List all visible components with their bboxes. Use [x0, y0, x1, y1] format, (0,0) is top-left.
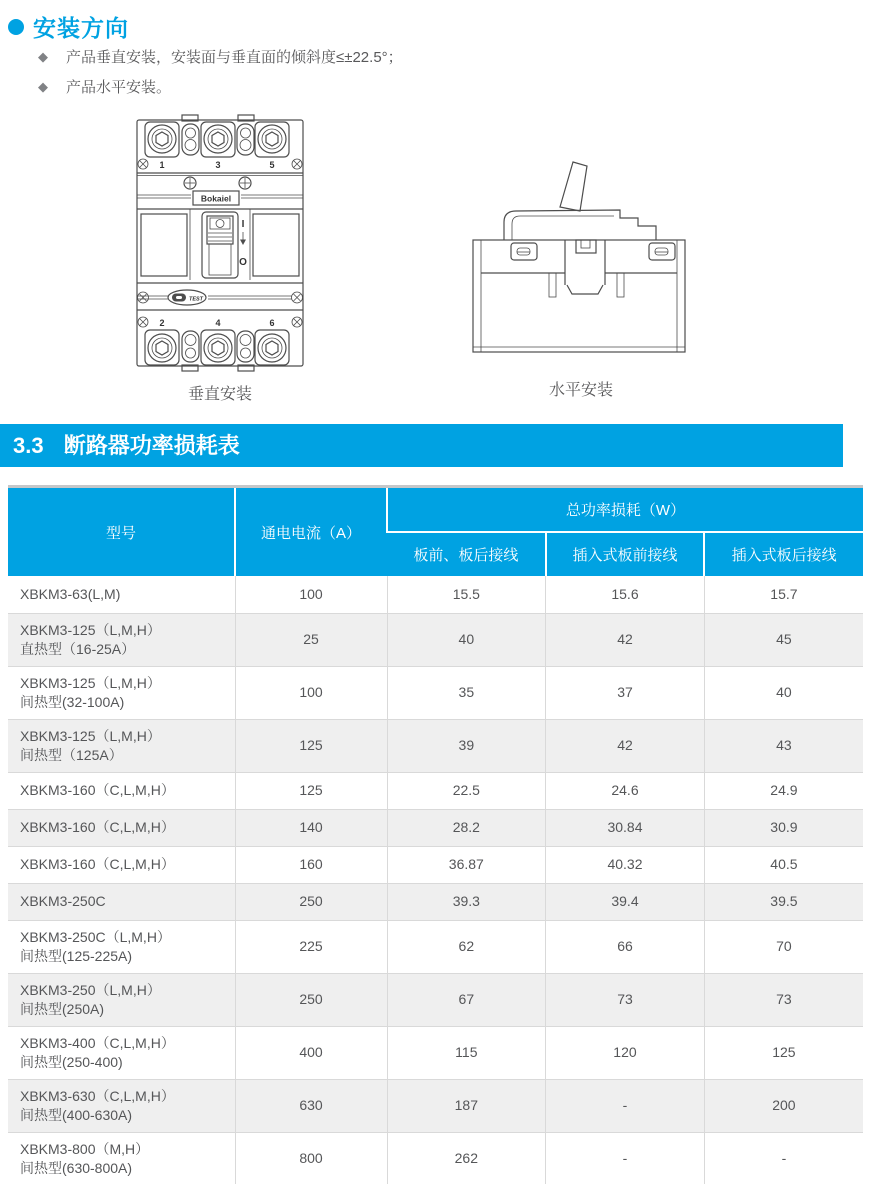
off-mark: O	[239, 257, 247, 268]
power-loss-cell: 62	[387, 920, 546, 973]
current-cell: 140	[235, 809, 387, 846]
col-header-power-group: 总功率损耗（W）	[387, 488, 863, 532]
model-cell	[8, 1132, 235, 1184]
power-loss-table	[8, 488, 863, 1184]
bullet-text: 产品垂直安装，安装面与垂直面的倾斜度≤±22.5°；	[66, 49, 403, 66]
model-line1: XBKM3-63(L,M)	[20, 585, 121, 602]
table-row	[8, 1079, 863, 1132]
current-cell: 100	[235, 666, 387, 719]
table-row	[8, 973, 863, 1026]
section-header	[8, 10, 129, 43]
terminal-number: 5	[269, 160, 275, 170]
power-loss-cell: 15.7	[704, 576, 863, 613]
current-cell: 250	[235, 883, 387, 920]
table-row	[8, 1026, 863, 1079]
horizontal-mount-figure	[452, 148, 710, 400]
table-row	[8, 719, 863, 772]
power-loss-cell: 120	[546, 1026, 705, 1079]
section-title: 安装方向	[33, 15, 129, 41]
terminal-number: 4	[215, 318, 221, 328]
model-cell	[8, 973, 235, 1026]
model-line2: 间热型(125-225A)	[20, 947, 133, 964]
model-line2: 间热型(250A)	[20, 1000, 105, 1017]
terminal-number: 6	[269, 318, 275, 328]
model-line1: XBKM3-250C	[20, 893, 106, 909]
terminal-number: 1	[159, 160, 165, 170]
power-loss-cell: 39.4	[546, 883, 705, 920]
test-mark: TEST	[188, 296, 204, 303]
table-header-row	[8, 488, 863, 532]
power-loss-cell: 40	[704, 666, 863, 719]
table-row	[8, 1132, 863, 1184]
current-cell: 125	[235, 719, 387, 772]
power-loss-cell: 187	[387, 1079, 546, 1132]
diamond-icon: ◆	[38, 48, 48, 64]
table-row	[8, 920, 863, 973]
power-loss-cell: 67	[387, 973, 546, 1026]
model-line1: XBKM3-160（C,L,M,H）	[20, 856, 175, 872]
power-loss-cell: 28.2	[387, 809, 546, 846]
model-line1: XBKM3-125（L,M,H）	[20, 674, 161, 691]
current-cell: 225	[235, 920, 387, 973]
table-row	[8, 883, 863, 920]
power-loss-table-body	[8, 576, 863, 1184]
power-loss-cell: 73	[704, 973, 863, 1026]
power-loss-cell: 43	[704, 719, 863, 772]
model-line2: 直热型（16-25A）	[20, 640, 136, 657]
model-line1: XBKM3-250C（L,M,H）	[20, 928, 171, 945]
power-loss-cell: 30.84	[546, 809, 705, 846]
table-row	[8, 772, 863, 809]
power-loss-cell: 200	[704, 1079, 863, 1132]
model-line1: XBKM3-125（L,M,H）	[20, 621, 161, 638]
current-cell: 25	[235, 613, 387, 666]
model-line1: XBKM3-125（L,M,H）	[20, 727, 161, 744]
model-line1: XBKM3-250（L,M,H）	[20, 981, 161, 998]
power-loss-cell: 115	[387, 1026, 546, 1079]
col-header-plugin-front: 插入式板前接线	[546, 532, 705, 576]
model-line2: 间热型(250-400)	[20, 1053, 123, 1070]
terminal-number: 2	[159, 318, 165, 328]
col-header-current: 通电电流（A）	[235, 488, 387, 576]
current-cell: 250	[235, 973, 387, 1026]
figure-caption: 水平安装	[548, 382, 613, 399]
power-loss-cell: 42	[546, 613, 705, 666]
model-cell	[8, 666, 235, 719]
power-loss-cell: 39.5	[704, 883, 863, 920]
model-cell	[8, 1026, 235, 1079]
power-loss-cell: 125	[704, 1026, 863, 1079]
power-loss-cell: 24.6	[546, 772, 705, 809]
table-row	[8, 576, 863, 613]
model-cell	[8, 1079, 235, 1132]
model-line1: XBKM3-800（M,H）	[20, 1140, 150, 1157]
current-cell: 160	[235, 846, 387, 883]
model-line2: 间热型(32-100A)	[20, 693, 125, 710]
power-loss-cell: 37	[546, 666, 705, 719]
brand-label: Bokaiel	[200, 193, 232, 204]
power-loss-cell: 45	[704, 613, 863, 666]
bullet-item	[38, 76, 171, 97]
model-cell	[8, 846, 235, 883]
model-line1: XBKM3-160（C,L,M,H）	[20, 819, 175, 835]
power-loss-cell: 66	[546, 920, 705, 973]
power-loss-cell: 15.6	[546, 576, 705, 613]
breaker-side-diagram	[452, 148, 710, 363]
col-header-model: 型号	[8, 488, 235, 576]
power-loss-cell: 36.87	[387, 846, 546, 883]
model-cell	[8, 576, 235, 613]
power-loss-cell: 35	[387, 666, 546, 719]
table-row	[8, 613, 863, 666]
model-line1: XBKM3-160（C,L,M,H）	[20, 782, 175, 798]
power-loss-cell: 40.5	[704, 846, 863, 883]
model-cell	[8, 920, 235, 973]
bullet-dot-icon	[8, 19, 24, 35]
power-loss-cell: 42	[546, 719, 705, 772]
current-cell: 100	[235, 576, 387, 613]
power-loss-cell: 40	[387, 613, 546, 666]
model-cell	[8, 719, 235, 772]
power-loss-cell: -	[546, 1132, 705, 1184]
model-cell	[8, 809, 235, 846]
model-line2: 间热型（125A）	[20, 746, 123, 763]
current-cell: 400	[235, 1026, 387, 1079]
model-line1: XBKM3-400（C,L,M,H）	[20, 1034, 175, 1051]
power-loss-cell: 30.9	[704, 809, 863, 846]
table-row	[8, 846, 863, 883]
diamond-icon: ◆	[38, 78, 48, 94]
power-loss-cell: 39	[387, 719, 546, 772]
current-cell: 125	[235, 772, 387, 809]
power-loss-cell: 70	[704, 920, 863, 973]
bullet-text: 产品水平安装。	[66, 79, 172, 96]
current-cell: 630	[235, 1079, 387, 1132]
model-line1: XBKM3-630（C,L,M,H）	[20, 1087, 175, 1104]
power-loss-cell: 15.5	[387, 576, 546, 613]
section-number: 3.3	[13, 433, 44, 458]
power-loss-cell: 262	[387, 1132, 546, 1184]
power-loss-cell: 24.9	[704, 772, 863, 809]
model-cell	[8, 883, 235, 920]
model-cell	[8, 772, 235, 809]
section-banner	[0, 424, 843, 467]
breaker-front-diagram	[128, 112, 312, 374]
power-loss-cell: 39.3	[387, 883, 546, 920]
current-cell: 800	[235, 1132, 387, 1184]
col-header-plugin-rear: 插入式板后接线	[704, 532, 863, 576]
power-loss-cell: 73	[546, 973, 705, 1026]
power-loss-cell: -	[546, 1079, 705, 1132]
model-line2: 间热型(630-800A)	[20, 1159, 133, 1176]
vertical-mount-figure	[128, 112, 312, 404]
table-row	[8, 809, 863, 846]
power-loss-cell: 22.5	[387, 772, 546, 809]
power-loss-cell: -	[704, 1132, 863, 1184]
col-header-front-rear: 板前、板后接线	[387, 532, 546, 576]
on-mark: I	[241, 219, 245, 230]
section-banner-title: 断路器功率损耗表	[63, 433, 240, 458]
model-line2: 间热型(400-630A)	[20, 1106, 133, 1123]
model-cell	[8, 613, 235, 666]
bullet-item	[38, 46, 403, 67]
table-row	[8, 666, 863, 719]
terminal-number: 3	[215, 160, 221, 170]
figure-caption: 垂直安装	[187, 386, 252, 403]
power-loss-table-wrap	[8, 485, 863, 1184]
power-loss-cell: 40.32	[546, 846, 705, 883]
